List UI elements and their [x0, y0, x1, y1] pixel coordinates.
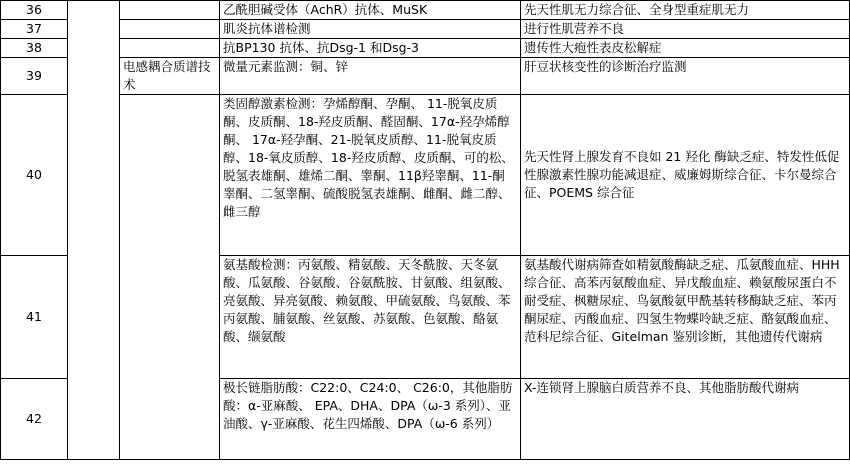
row-number: 36: [1, 1, 68, 20]
blank-column-cell: [68, 1, 120, 460]
clinical-use-cell: 先天性肾上腺发育不良如 21 羟化 酶缺乏症、特发性低促性腺激素性腺功能减退症、威廉姆斯综合征、卡尔曼综合征、POEMS 综合征: [521, 95, 850, 256]
test-item-cell: 抗BP130 抗体、抗Dsg-1 和Dsg-3: [220, 39, 521, 58]
clinical-use-cell: X-连锁肾上腺脑白质营养不良、其他脂肪酸代谢病: [521, 379, 850, 460]
test-item-cell: 氨基酸检测：丙氨酸、精氨酸、天冬酰胺、天冬氨酸、瓜氨酸、谷氨酸、谷氨酰胺、甘氨酸、组氨酸、亮氨酸、异亮氨酸、赖氨酸、甲硫氨酸、鸟氨酸、苯丙氨酸、脯氨酸、丝氨酸、苏氨酸、色氨酸、酪氨酸、缬氨酸: [220, 256, 521, 379]
test-item-cell: 乙酰胆碱受体（AchR）抗体、MuSK: [220, 1, 521, 20]
test-item-cell: 肌炎抗体谱检测: [220, 20, 521, 39]
clinical-use-cell: 肝豆状核变性的诊断治疗监测: [521, 58, 850, 95]
row-number: 41: [1, 256, 68, 379]
clinical-use-cell: 遗传性大疱性表皮松解症: [521, 39, 850, 58]
row-number: 42: [1, 379, 68, 460]
table-row-37: [1, 20, 850, 39]
method-cell: [120, 1, 220, 20]
table-row-39: [1, 58, 850, 95]
clinical-use-cell: 氨基酸代谢病筛查如精氨酸酶缺乏症、瓜氨酸血症、HHH 综合征、高苯丙氨酸血症、异戊酸血症、赖氨酸尿蛋白不耐受症、枫糖尿症、鸟氨酸氨甲酰基转移酶缺乏症、苯丙酮尿症、丙酸血症、四氢生物蝶呤缺乏症、酪氨酸血症、范科尼综合征、Gitelman 鉴别诊断，其他遗传代谢病: [521, 256, 850, 379]
method-cell: [120, 20, 220, 39]
method-cell: [120, 39, 220, 58]
row-number: 37: [1, 20, 68, 39]
test-item-cell: 类固醇激素检测：孕烯醇酮、孕酮、 11-脱氧皮质酮、皮质酮、18-羟皮质酮、醛固酮、17α-羟孕烯醇酮、 17α-羟孕酮、21-脱氧皮质醇、11-脱氧皮质醇、18-氧皮质醇、18-羟皮质醇、皮质酮、可的松、脱氢表雄酮、雄烯二酮、睾酮、11β羟睾酮、11-酮睾酮、二氢睾酮、硫酸脱氢表雄酮、雌酮、雌二醇、雌三醇: [220, 95, 521, 256]
row-number: 38: [1, 39, 68, 58]
clinical-use-cell: 进行性肌营养不良: [521, 20, 850, 39]
row-number: 39: [1, 58, 68, 95]
test-item-cell: 极长链脂肪酸：C22:0、C24:0、 C26:0，其他脂肪酸：α-亚麻酸、 EPA、DHA、DPA（ω-3 系列）、亚油酸、γ-亚麻酸、花生四烯酸、DPA（ω-6 系列）: [220, 379, 521, 460]
table-row-38: [1, 39, 850, 58]
method-cell-merged: [120, 95, 220, 460]
clinical-use-cell: 先天性肌无力综合征、全身型重症肌无力: [521, 1, 850, 20]
test-item-cell: 微量元素监测：铜、锌: [220, 58, 521, 95]
method-cell: 电感耦合质谱技术: [120, 58, 220, 95]
table-row-36: [1, 1, 850, 20]
table-row-40: [1, 95, 850, 256]
row-number: 40: [1, 95, 68, 256]
